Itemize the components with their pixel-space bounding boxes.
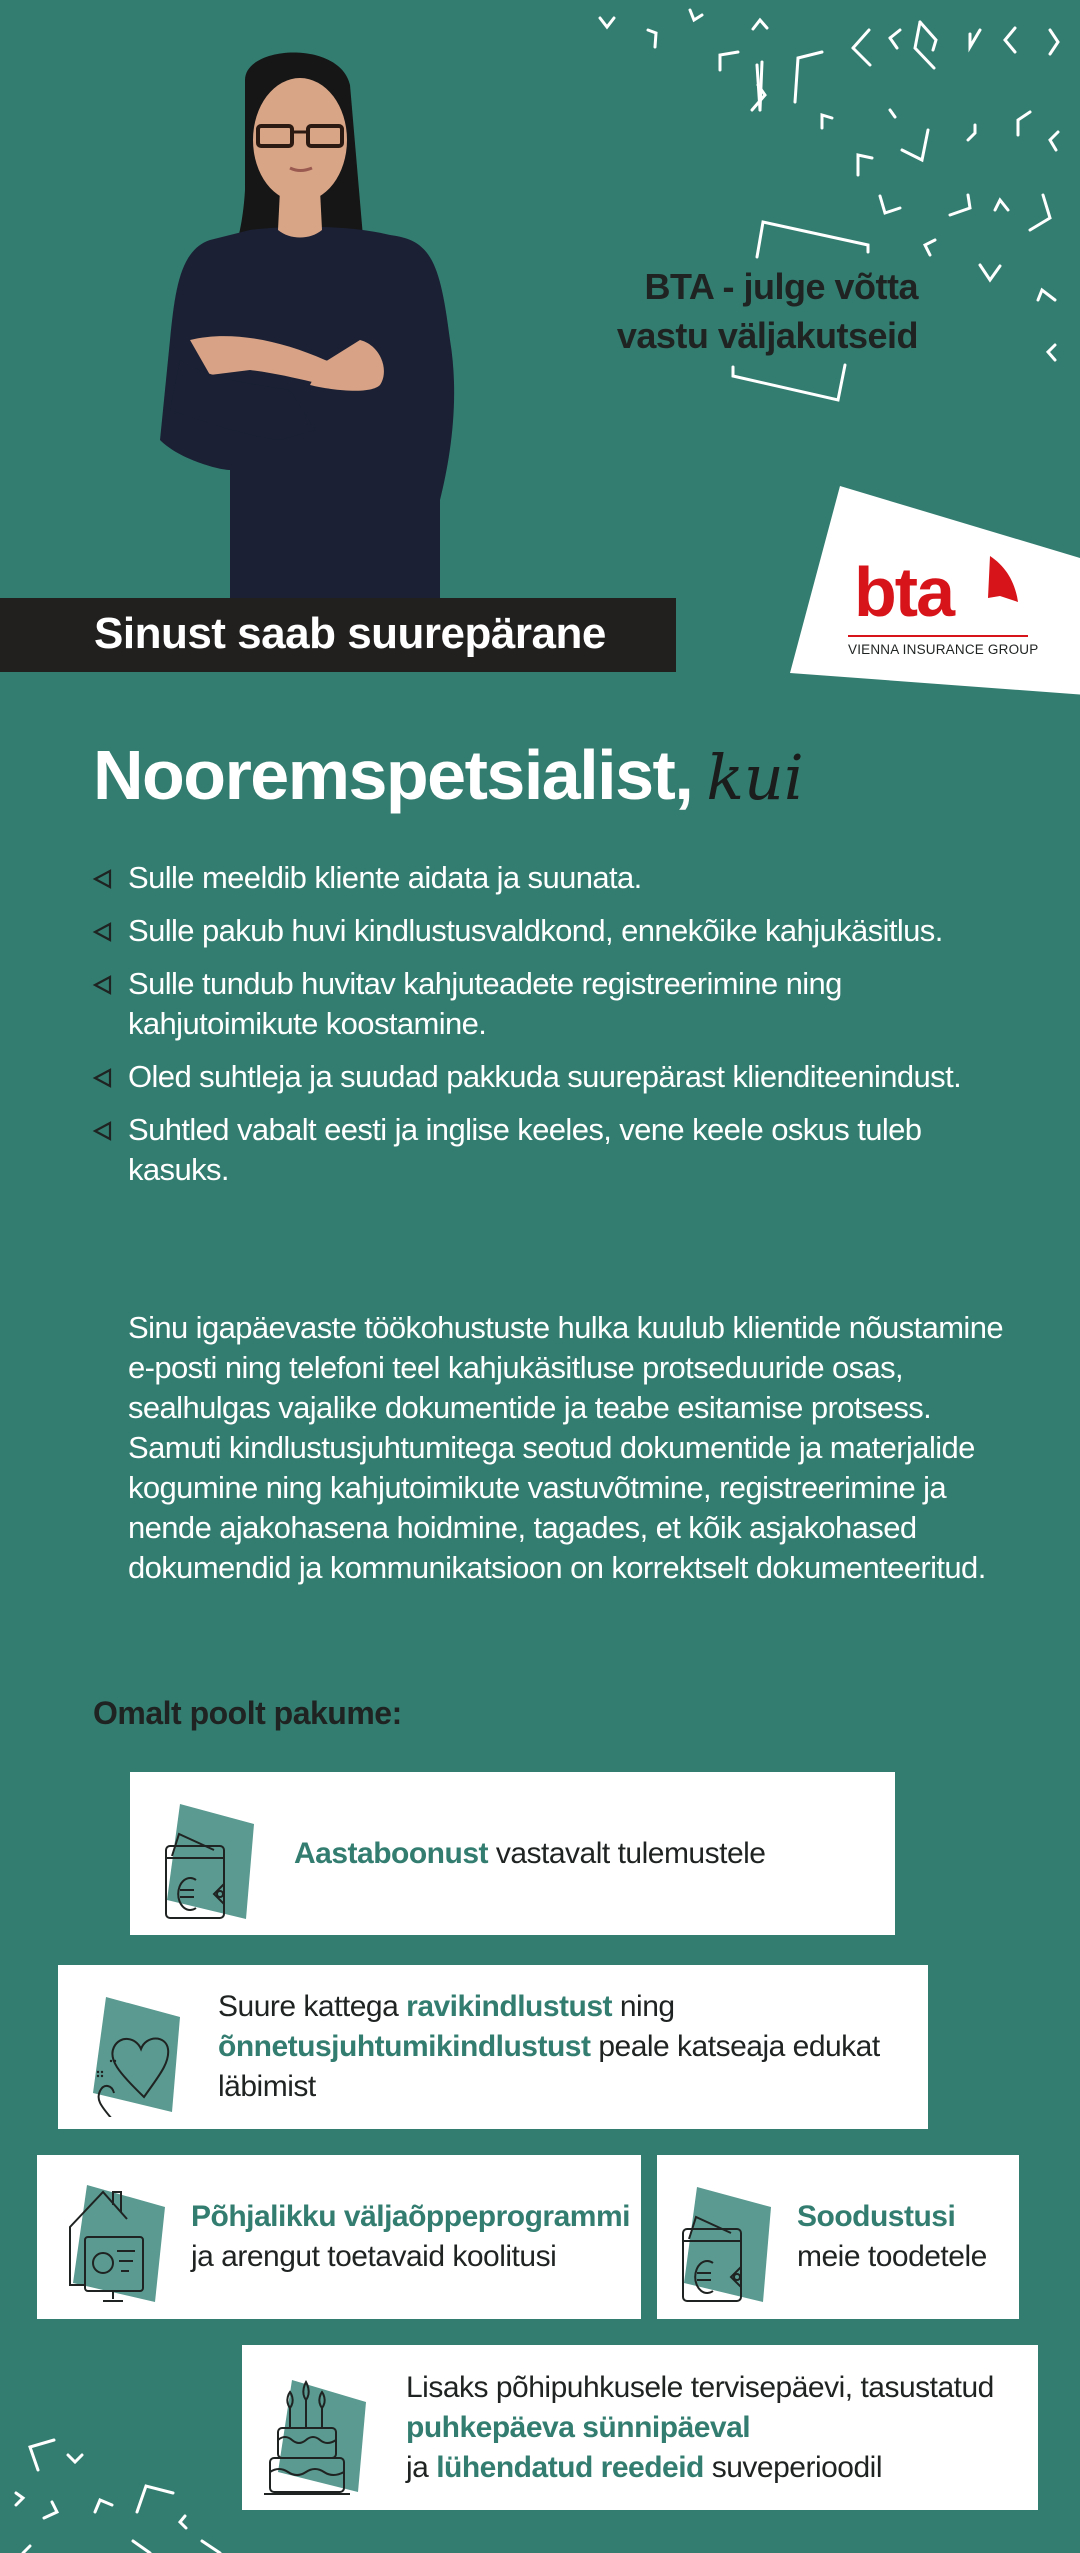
tagline [540,262,918,360]
benefit-card-bonus [130,1772,895,1935]
benefit-text: Soodustusi meie toodetele [797,2200,987,2273]
benefit-text: Suure kattega ravikindlustust ning õnnetusjuhtumikindlustust peale katseaja edukat läbimist [218,1990,880,2103]
bta-logo-wordmark: bta [854,553,953,631]
benefit-text: Lisaks põhipuhkusele tervisepäevi, tasustatud puhkepäeva sünnipäeval ja lühendatud reedeid suveperioodil [406,2370,994,2484]
wallet-euro-icon [152,1784,262,1924]
benefit-card-discounts [657,2155,1019,2319]
requirement-item: Sulle meeldib kliente aidata ja suunata. [92,858,992,898]
benefit-text: Aastaboonust vastavalt tulemustele [294,1836,766,1870]
hero-photo [150,40,480,600]
benefit-card-vacation [242,2345,1038,2510]
intro-band-text: Sinust saab suurepärane [94,609,606,658]
birthday-cake-icon [262,2358,372,2498]
triangle-left-icon [92,1068,112,1088]
wallet-euro-icon [669,2167,779,2307]
requirement-item: Oled suhtleja ja suudad pakkuda suurepärast klienditeenindust. [92,1057,992,1097]
bta-logo-card [790,486,1080,696]
description-paragraph-2: Samuti kindlustusjuhtumitega seotud dokumentide ja materjalide kogumine ning kahjutoimikute vastuvõtmine, registreerimine ja nende ajakohasena hoidmine, tagades, et kõik asjakohased dokumendid ja kommunikatsioon on korrektselt dokumenteeritud. [128,1430,986,1585]
triangle-left-icon [92,869,112,889]
tagline-line-1: BTA - julge võtta [644,266,918,307]
benefit-text: Põhjalikku väljaõppeprogrammi ja arengut toetavaid koolitusi [191,2200,630,2273]
requirement-item: Sulle pakub huvi kindlustusvaldkond, ennekõike kahjukäsitlus. [92,911,992,951]
requirement-item: Suhtled vabalt eesti ja inglise keeles, vene keele oskus tuleb kasuks. [92,1110,992,1190]
description-paragraph-1: Sinu igapäevaste töökohustuste hulka kuulub klientide nõustamine e-posti ning telefoni teel kahjukäsitluse protseduuride osas, sealhulgas vajalike dokumentide ja teabe esitamise protsess. [128,1310,1003,1425]
benefit-card-training [37,2155,641,2319]
requirement-item: Sulle tundub huvitav kahjuteadete registreerimine ning kahjutoimikute koostamine. [92,964,992,1044]
benefit-card-insurance [58,1965,928,2129]
job-title-script: kui [706,741,804,814]
job-title-text: Nooremspetsialist, [93,736,693,814]
job-description [128,1308,1008,1588]
triangle-left-icon [92,975,112,995]
bta-logo-subtitle: VIENNA INSURANCE GROUP [848,642,1039,657]
requirements-list [92,858,992,1203]
triangle-left-icon [92,1121,112,1141]
job-title [93,730,804,823]
hearts-icon [78,1977,188,2117]
house-monitor-icon [55,2167,175,2307]
tagline-line-2: vastu väljakutseid [616,315,918,356]
benefits-heading: Omalt poolt pakume: [93,1695,402,1731]
triangle-left-icon [92,922,112,942]
